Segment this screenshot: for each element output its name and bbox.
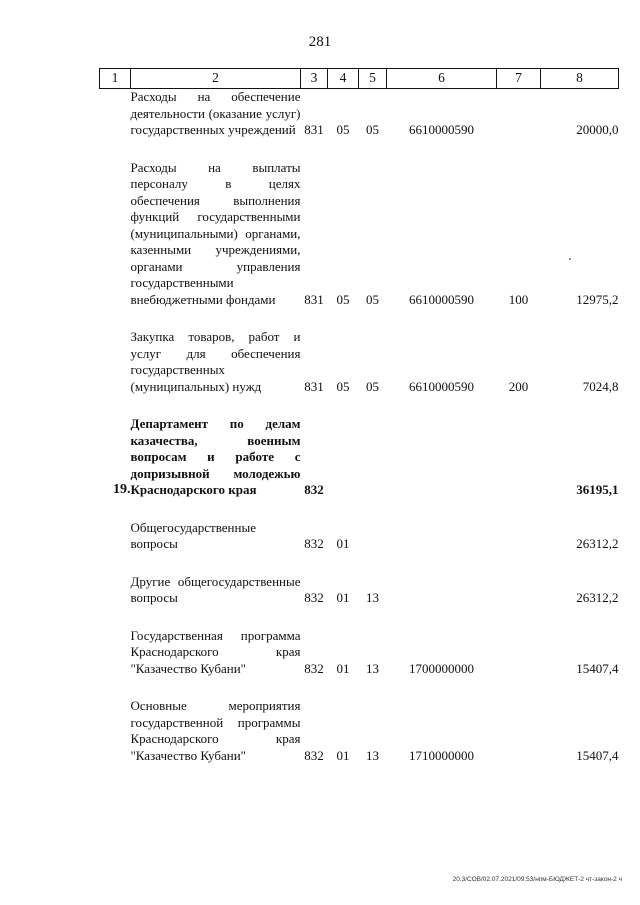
row-name: Расходы на обеспечение деятельности (оказание услуг) государственных учреждений xyxy=(130,89,301,137)
row-code-3: 831 xyxy=(304,378,324,394)
header-row xyxy=(100,69,619,89)
table-row xyxy=(100,698,619,764)
row-number xyxy=(100,698,131,764)
row-code-6: 6610000590 xyxy=(409,378,474,394)
row-code-5 xyxy=(359,416,387,499)
row-code-3: 831 xyxy=(304,291,324,307)
row-number: 19. xyxy=(113,482,131,497)
row-code-5: 05 xyxy=(366,122,379,137)
scan-speck xyxy=(569,258,571,260)
row-amount: 26312,2 xyxy=(576,536,619,551)
row-number xyxy=(100,628,131,678)
page-number: 281 xyxy=(308,34,332,50)
row-code-4: 05 xyxy=(336,291,350,307)
row-code-4: 01 xyxy=(336,590,350,605)
row-code-4: 05 xyxy=(336,378,350,394)
row-spacer-cell xyxy=(100,499,619,520)
row-number xyxy=(100,329,131,395)
row-spacer-cell xyxy=(100,677,619,698)
col-header-5: 5 xyxy=(359,69,387,89)
row-code-5: 13 xyxy=(366,590,379,605)
col-header-6: 6 xyxy=(387,69,497,89)
row-name: Другие общегосударственные вопросы xyxy=(130,573,301,605)
row-spacer-cell xyxy=(100,139,619,160)
row-number xyxy=(100,160,131,309)
row-amount: 26312,2 xyxy=(576,590,619,605)
row-spacer xyxy=(100,607,619,628)
row-spacer xyxy=(100,553,619,574)
row-code-6 xyxy=(387,520,497,553)
row-code-7: 100 xyxy=(508,291,529,307)
row-code-7 xyxy=(497,574,541,607)
row-code-4: 01 xyxy=(336,536,350,551)
row-code-4 xyxy=(328,416,359,499)
row-code-7 xyxy=(497,89,541,139)
row-name: Общегосударственные вопросы xyxy=(130,519,256,551)
footer-stamp: 20.3/СОВ/02.07.2021/09:53/нпм-БЮДЖЕТ-2 чт-закон-2 ч xyxy=(452,876,622,883)
row-code-5 xyxy=(359,520,387,553)
row-spacer xyxy=(100,308,619,329)
row-code-7: 200 xyxy=(508,378,529,394)
row-name: Закупка товаров, работ и услуг для обеспечения государственных (муниципальных) нужд xyxy=(130,329,301,394)
row-code-3: 831 xyxy=(304,122,324,137)
table-row xyxy=(100,416,619,499)
table-row xyxy=(100,520,619,553)
row-code-6 xyxy=(387,574,497,607)
row-code-4: 01 xyxy=(336,747,350,763)
row-code-3: 832 xyxy=(304,536,324,551)
row-code-5: 05 xyxy=(366,378,379,394)
row-code-3: 832 xyxy=(304,747,324,763)
row-code-3: 832 xyxy=(304,590,324,605)
row-spacer xyxy=(100,677,619,698)
row-spacer xyxy=(100,139,619,160)
col-header-4: 4 xyxy=(328,69,359,89)
col-header-2: 2 xyxy=(131,69,301,89)
col-header-1: 1 xyxy=(100,69,131,89)
row-code-6: 6610000590 xyxy=(409,291,474,307)
row-code-5: 13 xyxy=(366,660,379,676)
row-number xyxy=(100,520,131,553)
table-row xyxy=(100,574,619,607)
row-code-5: 05 xyxy=(366,291,379,307)
row-spacer-cell xyxy=(100,395,619,416)
row-name: Расходы на выплаты персоналу в целях обеспечения выполнения функций государственными (муниципальными) органами, казенными учреждениями, органами управления государственными внебюджетными фондами xyxy=(130,159,301,307)
row-code-6 xyxy=(387,416,497,499)
row-spacer-cell xyxy=(100,607,619,628)
row-number xyxy=(100,574,131,607)
table-body xyxy=(100,89,619,765)
row-code-7 xyxy=(497,416,541,499)
budget-table xyxy=(99,68,619,764)
row-spacer-cell xyxy=(100,308,619,329)
table-row xyxy=(100,89,619,139)
row-name: Государственная программа Краснодарского края "Казачество Кубани" xyxy=(130,627,301,676)
row-code-5: 13 xyxy=(366,747,379,763)
row-spacer-cell xyxy=(100,553,619,574)
row-code-6: 1700000000 xyxy=(409,660,474,676)
row-amount: 12975,2 xyxy=(576,291,619,307)
row-code-3: 832 xyxy=(304,660,324,676)
row-amount: 20000,0 xyxy=(576,122,619,137)
col-header-8: 8 xyxy=(541,69,619,89)
row-code-7 xyxy=(497,628,541,678)
row-amount: 15407,4 xyxy=(576,660,619,676)
row-spacer xyxy=(100,395,619,416)
row-code-7 xyxy=(497,698,541,764)
row-name: Департамент по делам казачества, военным вопросам и работе с допризывной молодежью Краснодарского края xyxy=(130,416,301,497)
row-code-7 xyxy=(497,520,541,553)
row-amount: 15407,4 xyxy=(576,747,619,763)
table-row xyxy=(100,160,619,309)
row-code-4: 01 xyxy=(336,660,350,676)
col-header-7: 7 xyxy=(497,69,541,89)
row-name: Основные мероприятия государственной программы Краснодарского края "Казачество Кубани" xyxy=(130,698,301,763)
table-row xyxy=(100,329,619,395)
row-amount: 36195,1 xyxy=(576,482,619,497)
row-code-6: 6610000590 xyxy=(409,122,474,137)
row-number xyxy=(100,89,131,139)
row-code-6: 1710000000 xyxy=(409,747,474,763)
row-spacer xyxy=(100,499,619,520)
row-code-4: 05 xyxy=(336,122,350,137)
table-row xyxy=(100,628,619,678)
row-amount: 7024,8 xyxy=(582,378,619,394)
col-header-3: 3 xyxy=(301,69,328,89)
row-code-3: 832 xyxy=(304,482,324,497)
